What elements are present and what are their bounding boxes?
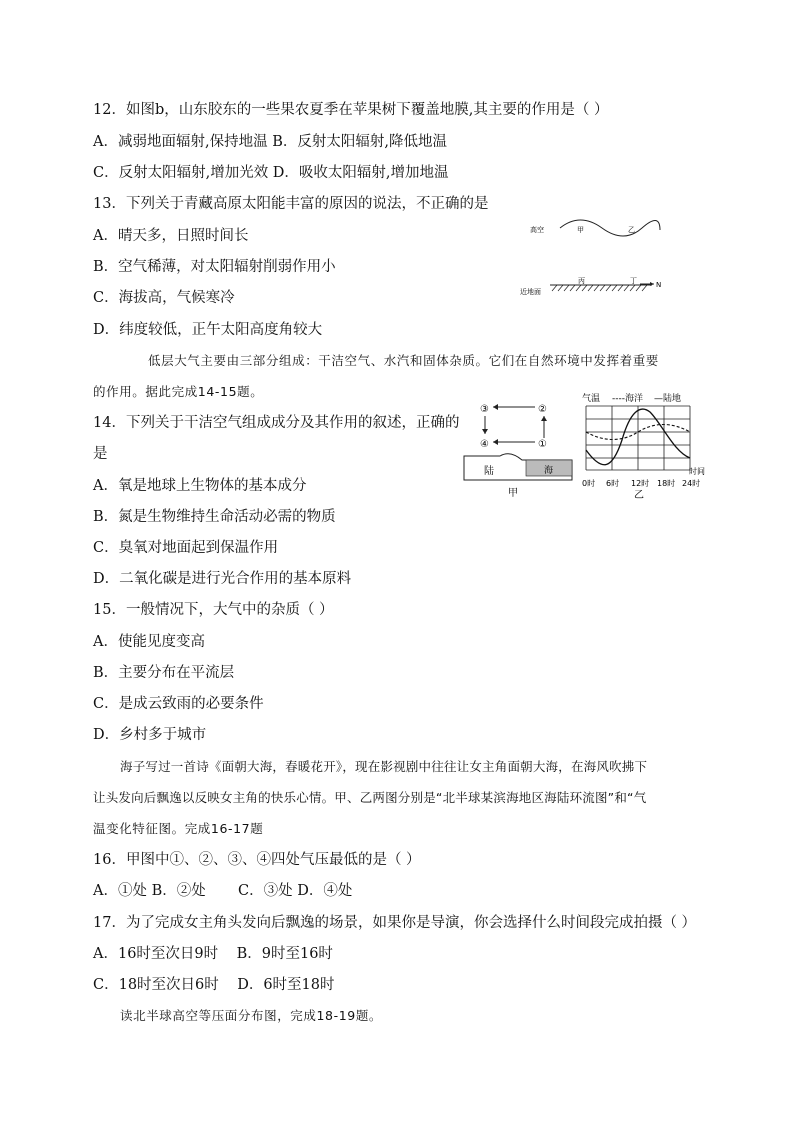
isobar-curve <box>560 220 660 236</box>
tick-6: 6时 <box>606 479 620 488</box>
q13-option-c: C．海拔高，气候寒冷 <box>93 290 235 306</box>
circle-2-label: ② <box>538 404 547 415</box>
circle-1-label: ① <box>538 439 547 450</box>
circle-4-label: ④ <box>480 439 489 450</box>
q13-option-d: D．纬度较低，正午太阳高度角较大 <box>93 322 323 338</box>
fig13-ground-label: 近地面 <box>520 288 541 296</box>
legend-land: —陆地 <box>654 394 682 404</box>
q13-option-b: B．空气稀薄，对太阳辐射削弱作用小 <box>93 259 336 275</box>
q13-stem: 13．下列关于青藏高原太阳能丰富的原因的说法，不正确的是 <box>93 196 489 212</box>
fig13-yi-label: 乙 <box>628 226 635 234</box>
q14-option-b: B．氮是生物维持生命活动必需的物质 <box>93 509 336 525</box>
sea-label: 海 <box>544 466 554 476</box>
q15-option-c: C．是成云致雨的必要条件 <box>93 696 264 712</box>
q12-stem: 12．如图b，山东胶东的一些果农夏季在苹果树下覆盖地膜,其主要的作用是（ ） <box>93 102 609 118</box>
q13-option-a: A．晴天多，日照时间长 <box>93 228 249 244</box>
passage3-line1: 读北半球高空等压面分布图，完成18-19题。 <box>120 1008 383 1023</box>
passage2-line2: 让头发向后飘逸以反映女主角的快乐心情。甲、乙两图分别是“北半球某滨海地区海陆环流图”和“气 <box>93 790 647 805</box>
time-axis-label: 时间 <box>689 467 705 476</box>
passage2-line1: 海子写过一首诗《面朝大海，春暖花开》，现在影视剧中往往让女主角面朝大海，在海风吹拂下 <box>120 759 648 774</box>
passage1-line2: 的作用。据此完成14-15题。 <box>93 384 264 399</box>
figure-yi-caption: 乙 <box>634 490 644 501</box>
q15-option-a: A．使能见度变高 <box>93 634 205 650</box>
circulation-figure-jia <box>460 398 582 500</box>
legend-ocean: ----海洋 <box>612 394 643 404</box>
q14-option-a: A．氧是地球上生物体的基本成分 <box>93 478 307 494</box>
isobar-figure <box>520 212 670 302</box>
figure-jia-caption: 甲 <box>508 488 518 499</box>
q14-option-c: C．臭氧对地面起到保温作用 <box>93 540 279 556</box>
q17-options-ab: A．16时至次日9时 B．9时至16时 <box>93 946 333 962</box>
q15-stem: 15．一般情况下，大气中的杂质（ ） <box>93 602 334 618</box>
temperature-figure-yi <box>582 390 712 502</box>
q14-option-d: D．二氧化碳是进行光合作用的基本原料 <box>93 571 352 587</box>
fig13-ding-label: 丁 <box>630 277 637 285</box>
temp-axis-label: 气温 <box>582 394 601 404</box>
q12-options-cd: C．反射太阳辐射,增加光效 D．吸收太阳辐射,增加地温 <box>93 165 449 181</box>
tick-12: 12时 <box>631 479 650 488</box>
q16-options: A．①处 B．②处 C．③处 D．④处 <box>93 883 353 899</box>
land-label: 陆 <box>484 466 494 477</box>
fig13-bing-label: 丙 <box>578 277 585 285</box>
passage2-line3: 温变化特征图。完成16-17题 <box>93 821 264 836</box>
fig13-jia-label: 甲 <box>577 226 584 234</box>
ground-hatch <box>552 285 647 291</box>
fig13-high-label: 高空 <box>530 226 544 234</box>
circle-3-label: ③ <box>480 404 489 415</box>
q15-option-b: B．主要分布在平流层 <box>93 665 235 681</box>
tick-0: 0时 <box>582 479 596 488</box>
q14-stem-line2: 是 <box>93 446 108 462</box>
q12-options-ab: A．减弱地面辐射,保持地温 B．反射太阳辐射,降低地温 <box>93 134 447 150</box>
tick-18: 18时 <box>657 479 676 488</box>
q17-stem: 17．为了完成女主角头发向后飘逸的场景，如果你是导演，你会选择什么时间段完成拍摄（ ） <box>93 915 697 931</box>
circulation-arrows <box>485 407 544 442</box>
q14-stem-line1: 14．下列关于干洁空气组成成分及其作用的叙述，正确的 <box>93 415 460 431</box>
q16-stem: 16．甲图中①、②、③、④四处气压最低的是（ ） <box>93 852 421 868</box>
q15-option-d: D．乡村多于城市 <box>93 727 207 743</box>
fig13-north-label: N <box>656 281 662 289</box>
tick-24: 24时 <box>682 479 701 488</box>
passage1-line1: 低层大气主要由三部分组成：干洁空气、水汽和固体杂质。它们在自然环境中发挥着重要 <box>148 353 659 368</box>
q17-options-cd: C．18时至次日6时 D．6时至18时 <box>93 977 335 993</box>
